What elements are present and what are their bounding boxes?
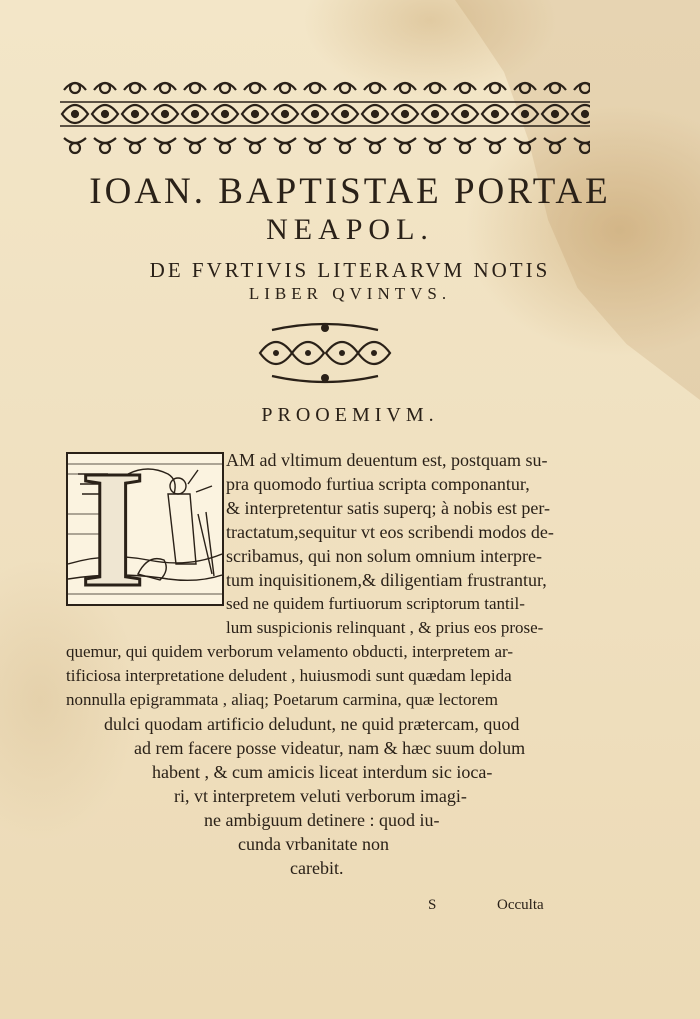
ornamental-headpiece (60, 74, 590, 164)
text-line: ri, vt interpretem veluti verborum imagi- (174, 786, 467, 806)
book-title: DE FVRTIVIS LITERARVM NOTIS (149, 258, 551, 282)
text-line: & interpretentur satis superq; à nobis est per- (226, 498, 551, 518)
text-line: habent , & cum amicis liceat interdum sic ioca- (152, 762, 493, 782)
text-line: carebit. (290, 858, 344, 878)
text-line: tum inquisitionem,& diligentiam frustrantur, (226, 570, 547, 590)
author-title: IOAN. BAPTISTAE PORTAE (89, 171, 611, 212)
text-line: dulci quodam artificio deludunt, ne quid prætercam, quod (104, 714, 520, 734)
drop-cap-letter: I (80, 436, 146, 622)
woodcut-initial (66, 436, 224, 622)
text-line: ne ambiguum detinere : quod iu- (204, 810, 440, 830)
catchword: Occulta (497, 897, 544, 913)
fleuron-ornament (252, 322, 398, 384)
text-line: sed ne quidem furtiuorum scriptorum tantil- (226, 594, 525, 613)
text-line: lum suspicionis relinquant , & prius eos prose- (226, 618, 544, 637)
text-line: AM ad vltimum deuentum est, postquam su- (226, 450, 548, 470)
signature-mark: S (428, 897, 437, 913)
text-line: scribamus, qui non solum omnium interpre- (226, 546, 542, 566)
text-line: nonnulla epigrammata , aliaq; Poetarum carmina, quæ lectorem (66, 690, 498, 709)
author-origin: NEAPOL. (266, 213, 434, 246)
text-line: quemur, qui quidem verborum velamento obducti, interpretem ar- (66, 642, 513, 661)
section-heading: PROOEMIVM. (261, 404, 439, 426)
book-number: LIBER QVINTVS. (248, 284, 452, 303)
text-line: cunda vrbanitate non (238, 834, 389, 854)
text-line: tractatum,sequitur vt eos scribendi modos de- (226, 522, 554, 542)
text-line: pra quomodo furtiua scripta componantur, (226, 474, 530, 494)
text-line: ad rem facere posse videatur, nam & hæc suum dolum (134, 738, 526, 758)
text-line: tificiosa interpretatione deludent , huiusmodi sunt quædam lepida (66, 666, 512, 685)
